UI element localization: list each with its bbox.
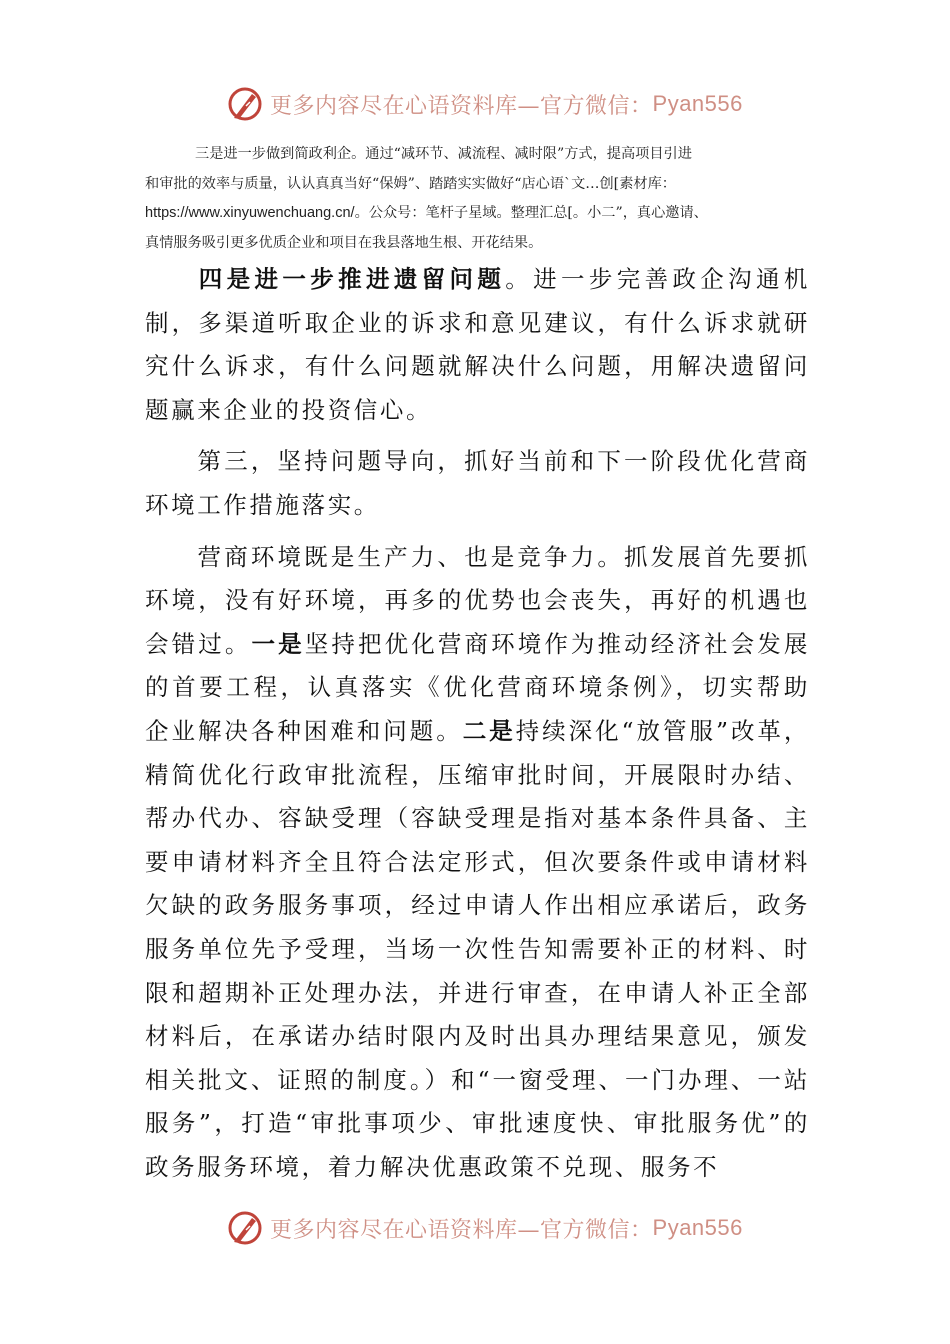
point-one-text: 坚持把优化营商环境作为推动经济社会发展的首要工程，认真落实《优化营商环境条例》，切实帮助企业解决各种困难和问题。 <box>145 629 810 745</box>
small-paragraph <box>145 140 817 258</box>
point-one-label: 一是 <box>251 629 305 658</box>
small-line-3: 。公众号：笔杆子星域。整理汇总[。小二”，真心邀请、 <box>354 205 708 221</box>
watermark-handle: Pyan556 <box>652 91 743 116</box>
paragraph-four-heading: 四是进一步推进遗留问题 <box>197 265 506 293</box>
small-line-2: 和审批的效率与质量，认认真真当好“保姆”、踏踏实实做好“店心语`文…创[素材库： <box>145 175 676 192</box>
watermark-handle: Pyan556 <box>652 1215 743 1240</box>
watermark-text: 更多内容尽在心语资料库—官方微信： <box>270 93 653 119</box>
pen-nib-circle-icon <box>226 85 264 123</box>
section-three-heading <box>145 440 810 527</box>
business-environment-paragraph <box>145 536 810 1190</box>
section-three-text: 第三，坚持问题导向，抓好当前和下一阶段优化营商环境工作措施落实。 <box>145 447 810 519</box>
pen-nib-circle-icon <box>226 1209 264 1247</box>
source-url: https://www.xinyuwenchuang.cn/ <box>145 205 355 221</box>
document-body <box>145 258 810 1189</box>
point-two-text: 持续深化“放管服”改革，精简优化行政审批流程，压缩审批时间，开展限时办结、帮办代办、容缺受理（容缺受理是指对基本条件具备、主要申请材料齐全且符合法定形式，但次要条件或申请材料欠缺的政务服务事项，经过申请人作出相应承诺后，政务服务单位先予受理，当场一次性告知需要补正的材料、时限和超期补正处理办法，并进行审查，在申请人补正全部材料后，在承诺办结时限内及时出具办理结果意见，颁发相关批文、证照的制度。）和“一窗受理、一门办理、一站服务”，打造“审批事项少、审批速度快、审批服务优”的政务服务环境，着力解决优惠政策不兑现、服务不 <box>145 716 811 1181</box>
watermark-text: 更多内容尽在心语资料库—官方微信： <box>270 1217 653 1243</box>
small-line-1: 三是进一步做到简政利企。通过“减环节、减流程、减时限”方式，提高项目引进 <box>195 146 692 162</box>
footer-watermark-banner <box>0 1208 950 1248</box>
point-two-label: 二是 <box>462 716 516 745</box>
paragraph-four-text: 。进一步完善政企沟通机制，多渠道听取企业的诉求和意见建议，有什么诉求就研究什么诉求，有什么问题就解决什么问题，用解决遗留问题赢来企业的投资信心。 <box>145 265 810 424</box>
small-line-4: 真情服务吸引更多优质企业和项目在我县落地生根、开花结果。 <box>145 234 543 251</box>
paragraph-four <box>145 258 810 432</box>
env-intro-text: 营商环境既是生产力、也是竞争力。抓发展首先要抓环境，没有好环境，再多的优势也会丧失，再好的机遇也会错过。 <box>145 542 810 658</box>
header-watermark-banner <box>0 84 950 124</box>
